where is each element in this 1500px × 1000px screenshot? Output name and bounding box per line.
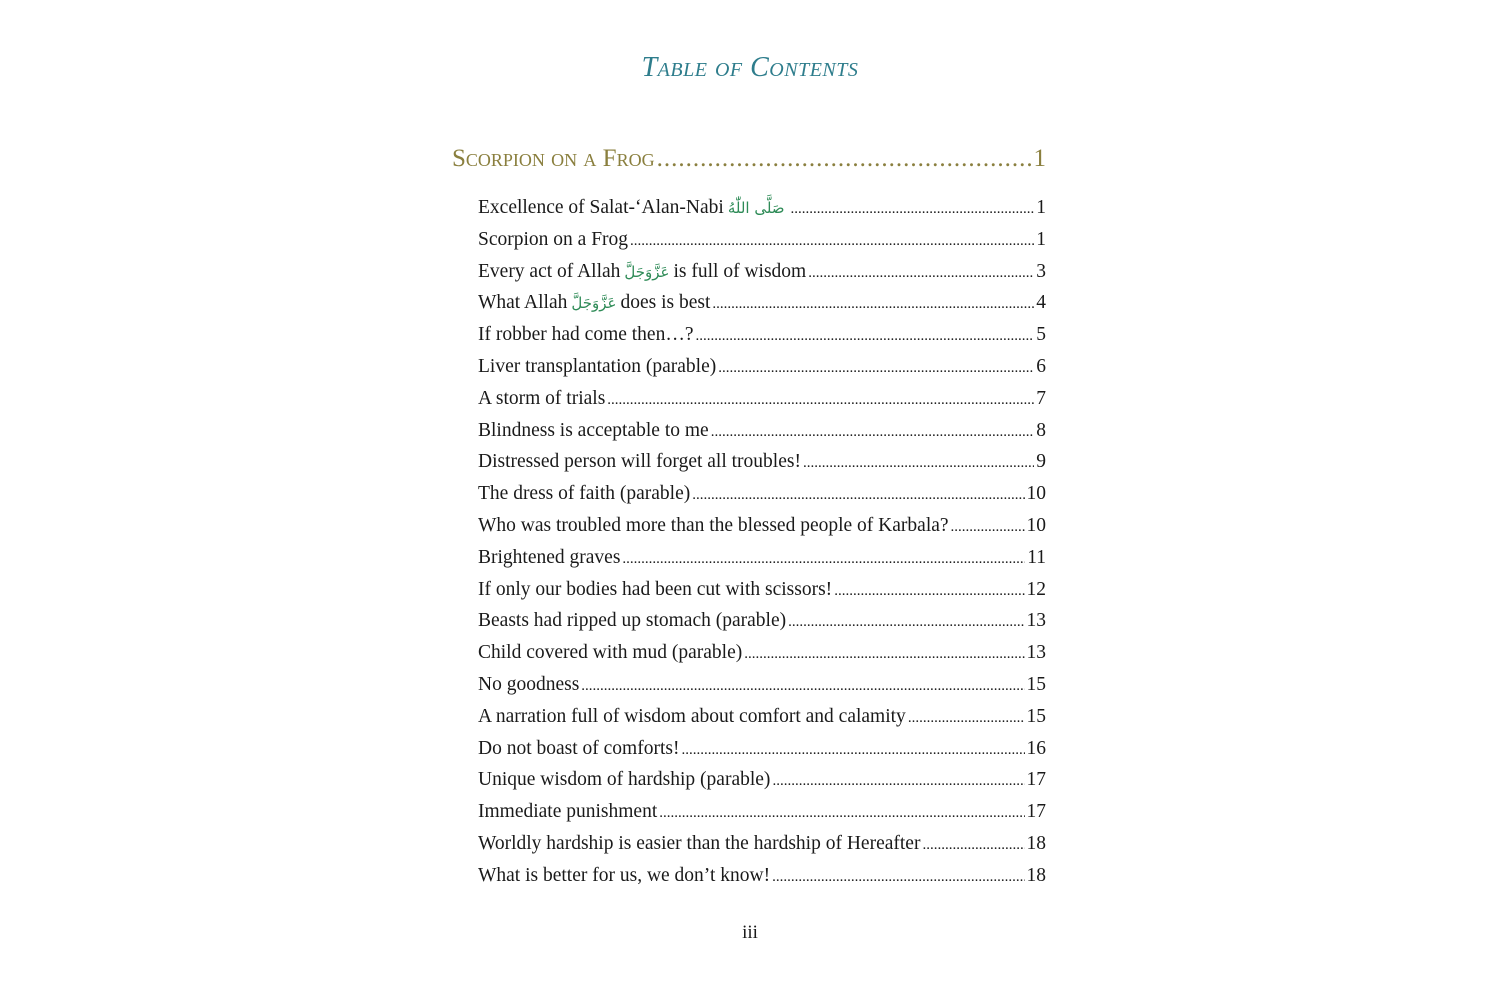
toc-entry[interactable] [478,324,1046,356]
toc-entry[interactable] [478,706,1046,738]
entry-text: Child covered with mud (parable) [478,642,743,664]
toc-entry-title [478,451,801,473]
toc-entry-title [478,833,920,855]
toc-entry-list [478,197,1046,897]
toc-entry-title [478,292,710,314]
toc-page-number: 16 [1026,737,1046,759]
chapter-title: Scorpion on a Frog [452,145,655,172]
toc-entry-title [478,769,770,791]
dot-leader [922,837,1024,854]
toc-entry-title [478,388,605,410]
toc-entry[interactable] [478,674,1046,706]
toc-entry[interactable] [478,483,1046,515]
folio-page-number: iii [742,922,758,943]
toc-entry[interactable] [478,451,1046,483]
toc-entry-title [478,674,579,696]
toc-entry[interactable] [478,197,1046,229]
toc-entry-title [478,356,716,378]
dot-leader [630,233,1034,250]
dot-leader [803,455,1034,472]
toc-entry-title [478,197,789,219]
toc-page-number: 1 [1036,228,1046,250]
entry-text: Worldly hardship is easier than the hardship of Hereafter [478,832,921,854]
toc-page-number: 7 [1036,387,1046,409]
dot-leader [712,296,1034,313]
toc-entry-title [478,324,694,346]
toc-entry-title [478,229,628,251]
dot-leader [581,678,1024,695]
toc-entry[interactable] [478,865,1046,897]
entry-text: Immediate punishment [478,801,658,823]
toc-page-number: 10 [1026,514,1046,536]
toc-page-number: 10 [1026,483,1046,505]
toc-entry-title [478,865,770,887]
dot-leader [834,583,1024,600]
entry-text: Who was troubled more than the blessed people of Karbala? [478,514,949,536]
entry-text-continued: does is best [620,292,711,314]
toc-entry-title [478,706,906,728]
toc-entry-title [478,738,679,760]
toc-entry-title [478,579,832,601]
toc-page-number: 4 [1036,292,1046,314]
toc-page-number: 1 [1036,197,1046,218]
entry-text: Distressed person will forget all troubles! [478,451,801,473]
toc-entry-title [478,261,806,283]
entry-text: Liver transplantation (parable) [478,355,717,377]
dot-leader [696,328,1035,345]
dot-leader [681,742,1024,759]
toc-page-number: 18 [1026,832,1046,854]
dot-leader [657,145,1032,173]
entry-text: Do not boast of comforts! [478,737,680,759]
toc-entry[interactable] [478,261,1046,293]
dot-leader [788,614,1024,631]
entry-text: Beasts had ripped up stomach (parable) [478,610,787,632]
dot-leader [772,773,1024,790]
entry-text: The dress of faith (parable) [478,483,691,505]
toc-entry[interactable] [478,579,1046,611]
honorific-glyph: صَلَّى اللّٰهُ [727,199,785,217]
entry-text: Excellence of Salat-‘Alan-Nabi [478,197,724,218]
toc-page-number: 17 [1026,769,1046,791]
toc-page-number: 3 [1036,260,1046,282]
toc-entry-title [478,642,742,664]
entry-text: Blindness is acceptable to me [478,419,709,441]
toc-entry-title [478,610,786,632]
dot-leader [744,646,1024,663]
entry-text: No goodness [478,673,580,695]
toc-page-number: 17 [1026,801,1046,823]
dot-leader [622,551,1025,568]
entry-text: What Allah [478,292,568,314]
entry-text: Unique wisdom of hardship (parable) [478,769,771,791]
entry-text: Every act of Allah [478,260,621,282]
entry-text: A narration full of wisdom about comfort and calamity [478,705,906,727]
toc-page-number: 12 [1026,578,1046,600]
dot-leader [692,487,1024,504]
dot-leader [659,805,1024,822]
toc-page-number: 9 [1036,451,1046,473]
toc-entry[interactable] [478,292,1046,324]
entry-text: Scorpion on a Frog [478,228,629,250]
toc-entry[interactable] [478,801,1046,833]
toc-page-number: 8 [1036,419,1046,441]
toc-entry[interactable] [478,388,1046,420]
toc-entry-title [478,801,657,823]
toc-entry[interactable] [478,610,1046,642]
toc-entry[interactable] [478,229,1046,261]
toc-page-number: 5 [1036,324,1046,346]
toc-page-number: 11 [1027,546,1046,568]
toc-page-number: 18 [1026,864,1046,886]
toc-entry[interactable] [478,420,1046,452]
dot-leader [791,201,1035,218]
page-title: Table of Contents [641,52,859,83]
entry-text: If only our bodies had been cut with scissors! [478,578,833,600]
dot-leader [607,392,1034,409]
toc-entry[interactable] [478,547,1046,579]
entry-text: What is better for us, we don’t know! [478,864,771,886]
dot-leader [718,360,1034,377]
dot-leader [908,710,1025,727]
dot-leader [772,869,1024,886]
dot-leader [711,424,1035,441]
toc-entry-title [478,420,709,442]
toc-entry[interactable] [478,769,1046,801]
dot-leader [808,265,1034,282]
toc-entry[interactable] [478,356,1046,388]
entry-text: Brightened graves [478,546,621,568]
honorific-glyph: عَزَّوَجَلَّ [624,262,670,281]
chapter-page-number: 1 [1033,145,1046,172]
honorific-glyph: عَزَّوَجَلَّ [571,294,617,313]
toc-entry-title [478,483,690,505]
toc-entry-title [478,547,620,569]
entry-text: A storm of trials [478,387,606,409]
toc-entry[interactable] [478,515,1046,547]
toc-entry[interactable] [478,738,1046,770]
toc-page-number: 15 [1026,705,1046,727]
entry-text-continued: is full of wisdom [673,260,807,282]
toc-entry[interactable] [478,642,1046,674]
toc-entry-title [478,515,949,537]
toc-page-number: 13 [1026,642,1046,664]
toc-page-number: 6 [1036,355,1046,377]
toc-entry[interactable] [478,833,1046,865]
dot-leader [951,519,1025,536]
entry-text: If robber had come then…? [478,324,694,346]
toc-chapter-entry[interactable] [452,145,1046,181]
toc-page-number: 13 [1026,610,1046,632]
toc-page-number: 15 [1026,673,1046,695]
